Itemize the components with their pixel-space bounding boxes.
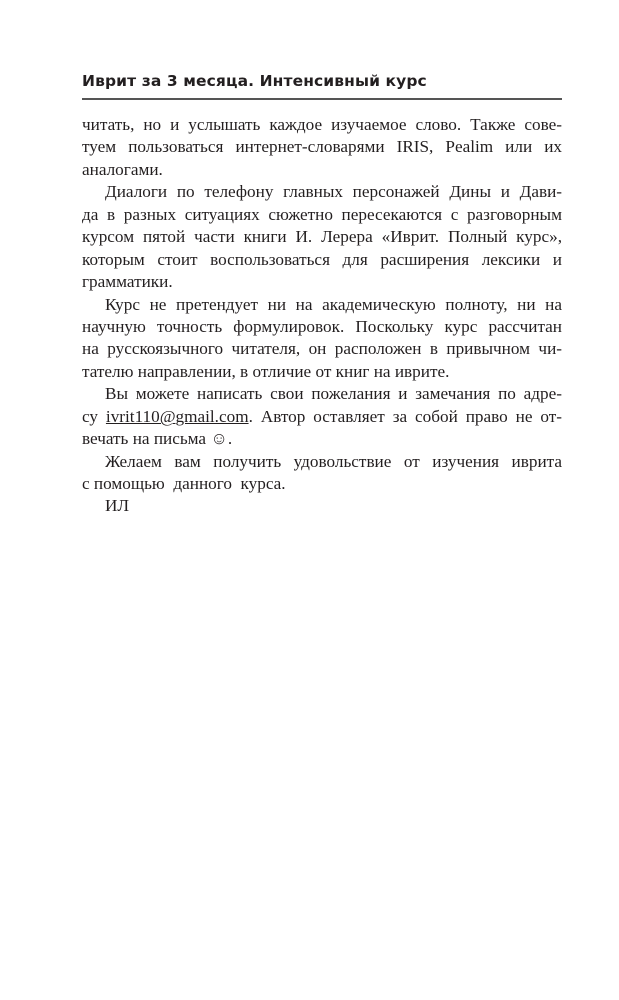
text-line: курсом пятой части книги И. Лерера «Иврит. Полный курс»,	[82, 227, 562, 247]
text-line: на русскоязычного читателя, он расположен в привычном чи-	[82, 339, 562, 359]
paragraph-course-scope	[82, 294, 562, 384]
header-rule	[82, 98, 562, 100]
text-line: Курс не претендует ни на академическую полноту, ни на	[105, 294, 562, 314]
text-line: да в разных ситуациях сюжетно пересекаются с разговорным	[82, 204, 562, 224]
paragraph-dictionaries	[82, 114, 562, 181]
text-line: Диалоги по телефону главных персонажей Дины и Дави-	[105, 182, 562, 202]
text-line: тателю направлении, в отличие от книг на иврите.	[82, 361, 450, 381]
text-line: аналогами.	[82, 159, 163, 179]
text-line: вечать на письма ☺.	[82, 429, 233, 449]
text-line: грамматики.	[82, 272, 173, 292]
running-header: Иврит за 3 месяца. Интенсивный курс	[82, 72, 427, 90]
text-line: Вы можете написать свои пожелания и замечания по адре-	[105, 384, 562, 404]
paragraph-wishes	[82, 451, 562, 496]
text-line: с помощью данного курса.	[82, 474, 286, 493]
email-link[interactable]: ivrit110@gmail.com	[105, 406, 249, 426]
text-line-email	[82, 406, 562, 428]
text-after-email: . Автор оставляет за собой право не от-	[248, 406, 563, 426]
body-text	[82, 114, 562, 518]
text-line: туем пользоваться интернет-словарями IRIS, Pealim или их	[82, 137, 562, 157]
text-line: научную точность формулировок. Поскольку курс рассчитан	[82, 316, 562, 336]
signature	[82, 495, 562, 517]
text-line: Желаем вам получить удовольствие от изучения иврита	[105, 451, 562, 471]
author-initials: ИЛ	[105, 496, 130, 516]
paragraph-dialogues	[82, 181, 562, 293]
text-line: которым стоит воспользоваться для расширения лексики и	[82, 249, 562, 269]
paragraph-contact	[82, 383, 562, 450]
text-line: читать, но и услышать каждое изучаемое слово. Также сове-	[82, 115, 562, 134]
text-before-email: су	[82, 406, 106, 426]
